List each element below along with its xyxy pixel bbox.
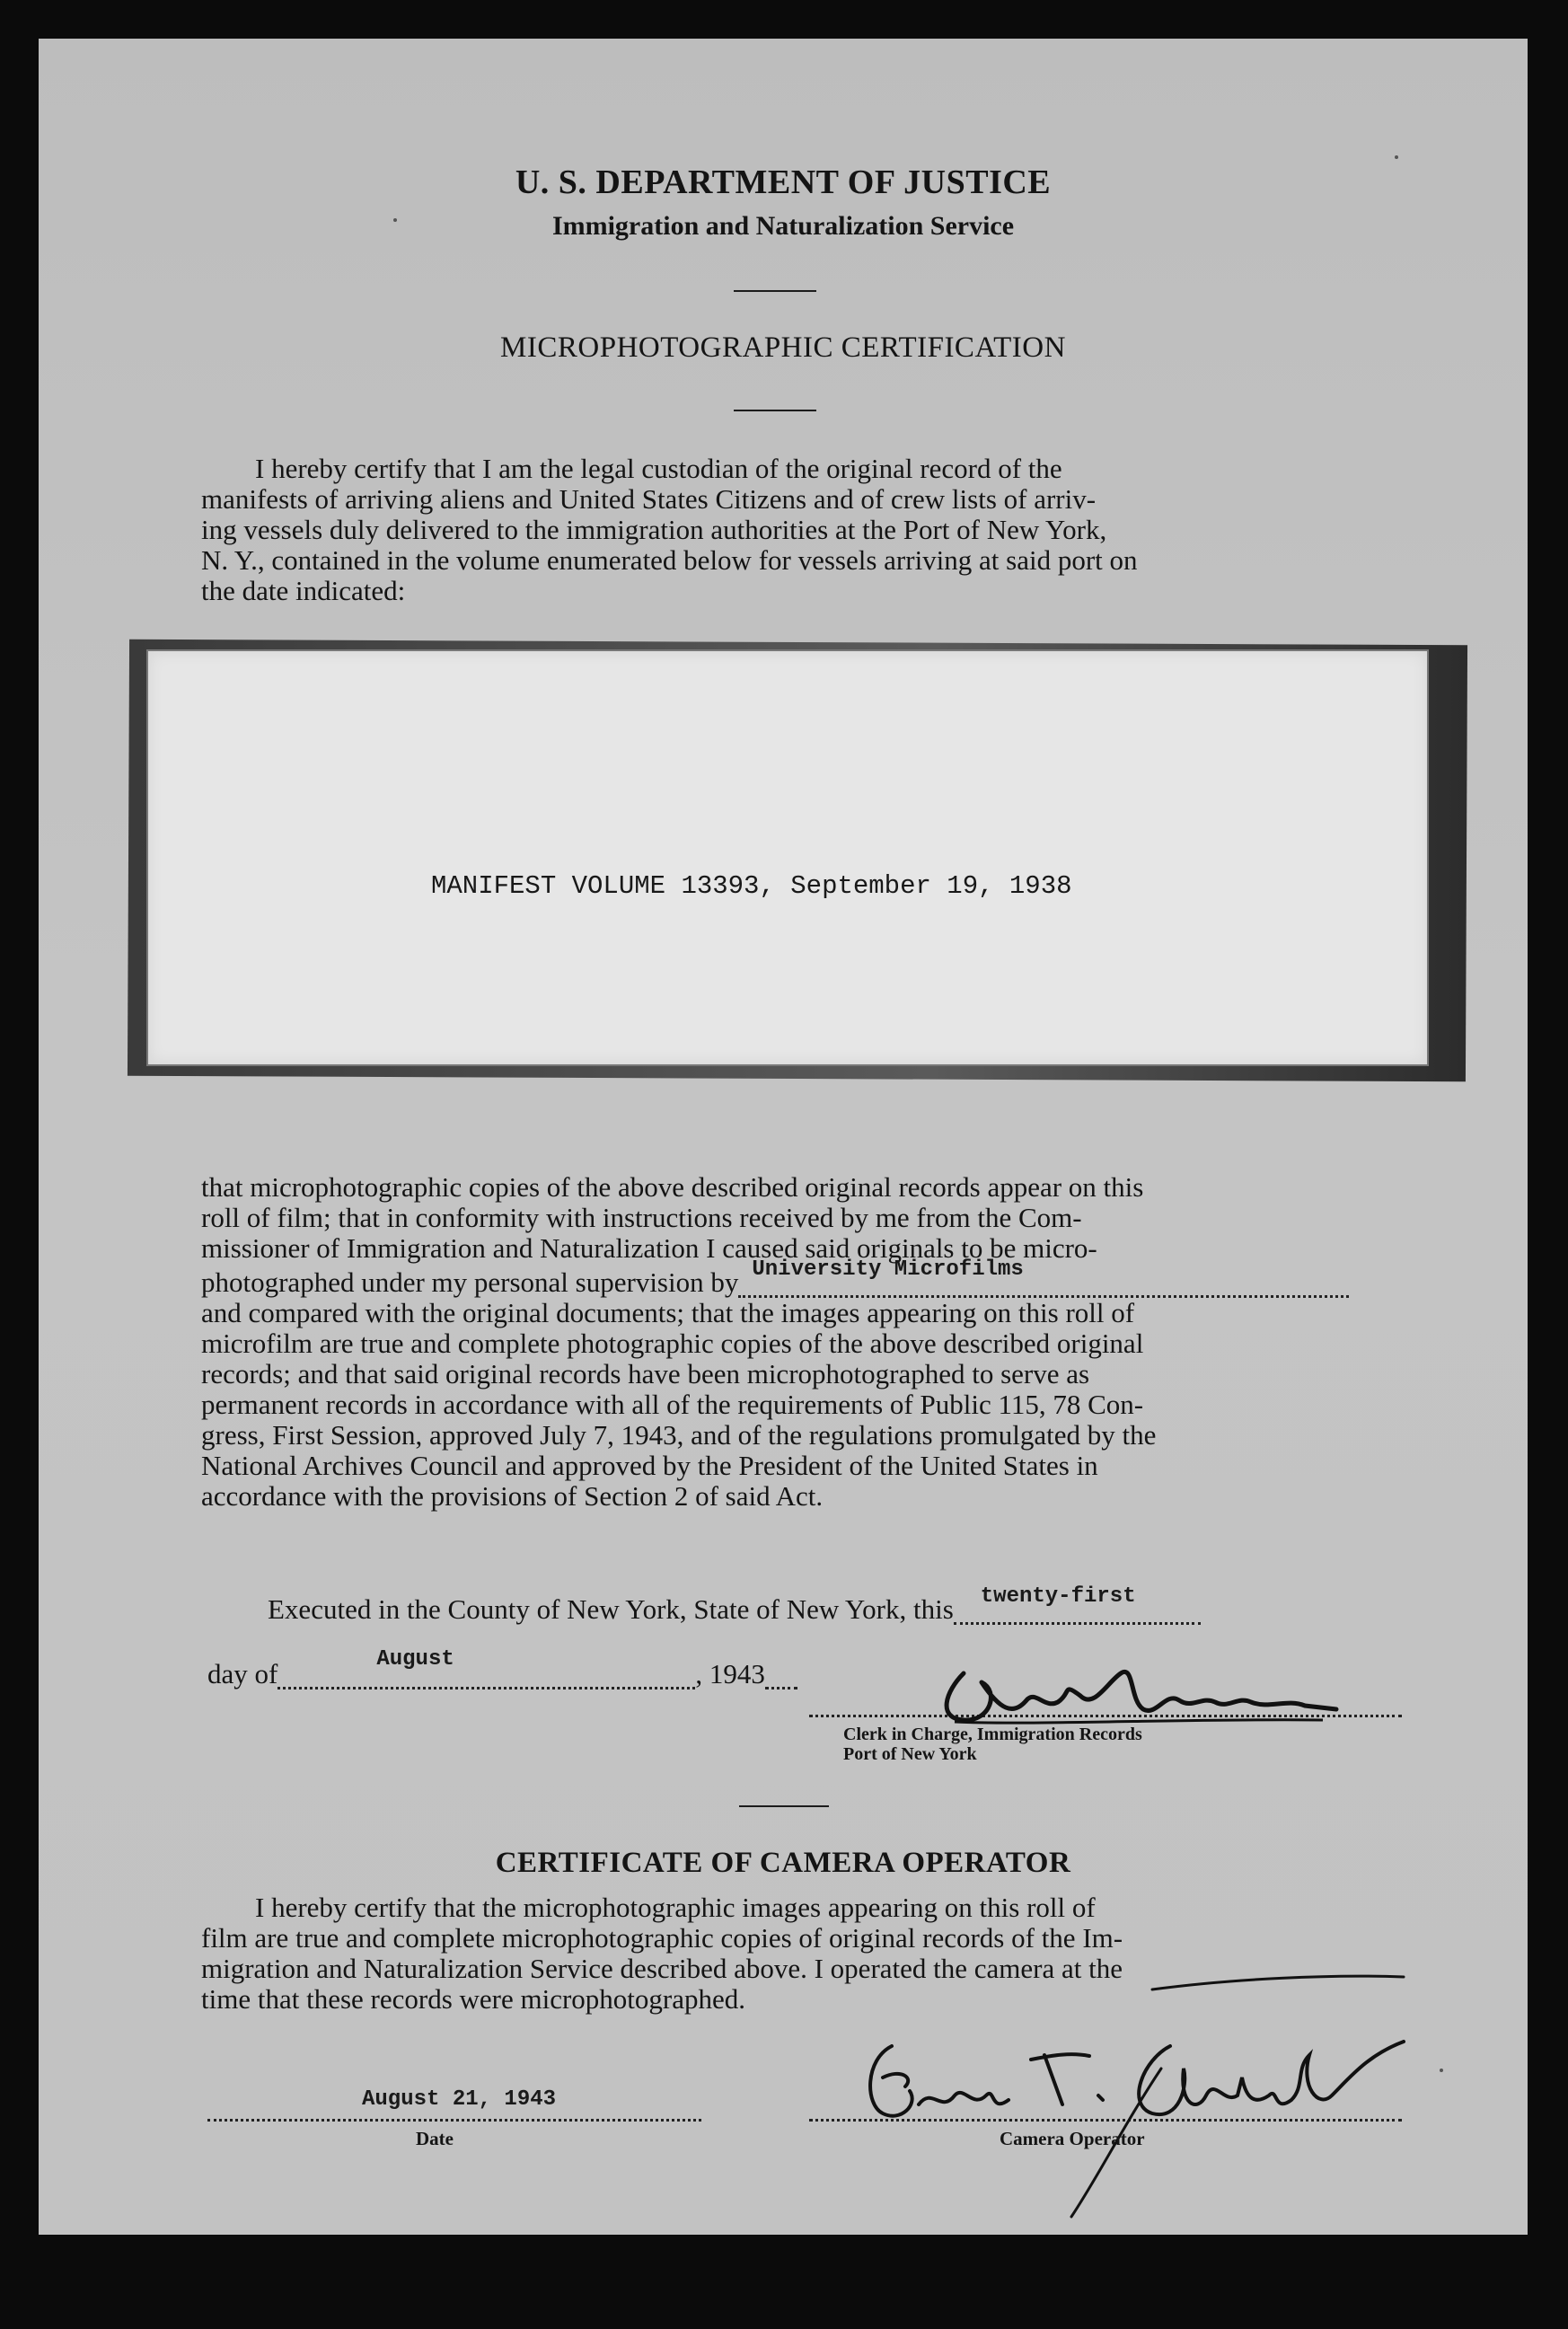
month-fill [277,1647,695,1689]
body-line: that microphotographic copies of the above described original records appear on this [201,1171,1144,1203]
camera-certificate-title: CERTIFICATE OF CAMERA OPERATOR [495,1847,1071,1879]
supervision-line [201,1257,1401,1298]
year-prefix: , 194 [695,1658,752,1689]
body-paragraph [201,1172,1401,1512]
dust-speck [1395,155,1398,159]
clerk-signature [928,1646,1350,1736]
manifest-slip [146,649,1429,1066]
body-line: records; and that said original records have been microphotographed to serve as [201,1358,1090,1389]
supervisor-fill [738,1257,1349,1298]
intro-line: ing vessels duly delivered to the immigration authorities at the Port of New York, [201,514,1107,545]
manifest-volume-text: MANIFEST VOLUME 13393, September 19, 1938 [431,871,1072,901]
service-subtitle: Immigration and Naturalization Service [551,211,1015,241]
supervisor-name: University Microfilms [752,1257,1024,1282]
executed-day: twenty-first [980,1584,1136,1609]
body-line: microfilm are true and complete photographic copies of the above described original [201,1328,1144,1359]
camera-line: film are true and complete microphotographic copies of original records of the Im- [201,1922,1123,1954]
executed-prefix: Executed in the County of New York, State of New York, this [268,1593,954,1625]
year-fill [765,1662,797,1689]
executed-line [268,1584,1401,1626]
intro-paragraph [201,454,1401,606]
intro-line: I hereby certify that I am the legal custodian of the original record of the [255,453,1062,484]
body-line: National Archives Council and approved by the President of the United States in [201,1450,1098,1481]
intro-line: N. Y., contained in the volume enumerated below for vessels arriving at said port on [201,544,1138,576]
executed-month: August [376,1647,454,1672]
clerk-title-line: Port of New York [843,1744,977,1764]
day-fill [954,1584,1201,1625]
body-line: accordance with the provisions of Section 2 of said Act. [201,1480,824,1512]
body-line: roll of film; that in conformity with instructions received by me from the Com- [201,1202,1082,1233]
date-label: Date [416,2128,454,2149]
divider-rule [734,410,816,411]
body-line: permanent records in accordance with all of the requirements of Public 115, 78 Con- [201,1389,1144,1420]
camera-operator-signature [829,1970,1458,2221]
camera-line: I hereby certify that the microphotographic images appearing on this roll of [255,1892,1096,1923]
certification-title: MICROPHOTOGRAPHIC CERTIFICATION [500,331,1066,364]
divider-rule [739,1805,829,1807]
month-year-line [207,1647,926,1690]
camera-date-value: August 21, 1943 [362,2087,557,2112]
certificate-sheet [39,39,1528,2235]
day-of-label: day of [207,1658,278,1689]
camera-operator-label: Camera Operator [1000,2128,1145,2149]
body-line: gress, First Session, approved July 7, 1943, and of the regulations promulgated by the [201,1419,1157,1451]
clerk-title [843,1725,1142,1764]
date-line [207,2119,701,2122]
body-line: missioner of Immigration and Naturalization I caused said originals to be micro- [201,1232,1097,1264]
supervision-prefix: photographed under my personal supervision by [201,1266,739,1298]
dust-speck [393,218,397,222]
camera-line: time that these records were microphotographed. [201,1983,745,2015]
divider-rule [734,290,816,292]
dust-speck [1440,2069,1443,2072]
camera-line: migration and Naturalization Service described above. I operated the camera at the [201,1953,1123,1984]
department-title: U. S. DEPARTMENT OF JUSTICE [515,163,1052,201]
body-line: and compared with the original documents; that the images appearing on this roll of [201,1297,1135,1328]
intro-line: the date indicated: [201,575,406,606]
year-digit: 3 [751,1658,765,1689]
intro-line: manifests of arriving aliens and United States Citizens and of crew lists of arriv- [201,483,1097,515]
clerk-title-line: Clerk in Charge, Immigration Records [843,1725,1142,1744]
